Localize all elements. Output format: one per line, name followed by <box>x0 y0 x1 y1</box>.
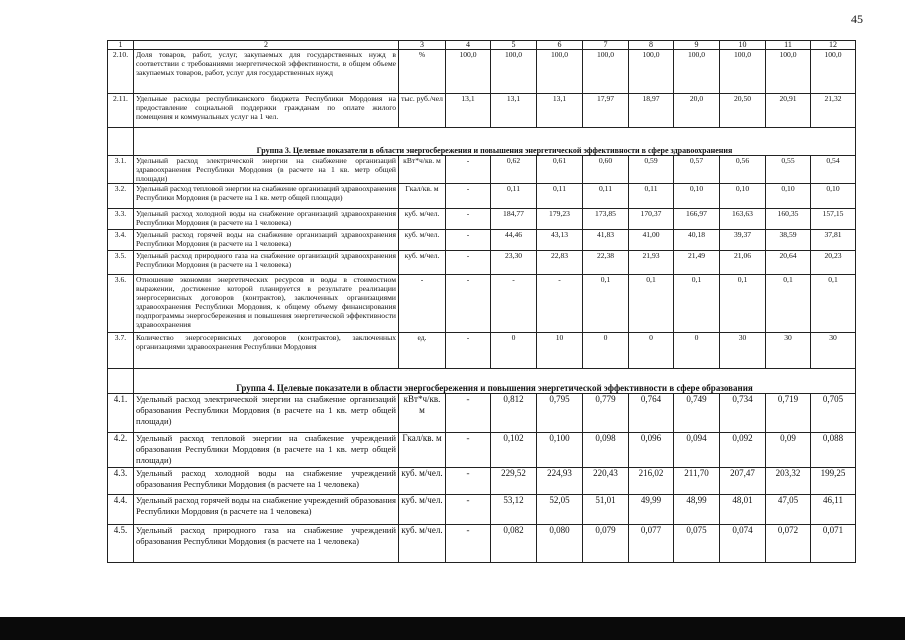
row-number: 3.7. <box>108 333 134 369</box>
row-value: 0,62 <box>491 156 537 184</box>
row-value: 0,1 <box>811 275 856 333</box>
row-value: 0,57 <box>674 156 720 184</box>
table-row <box>108 525 856 563</box>
row-description: Удельный расход тепловой энергии на снабжение организаций здравоохранения Республики Мордовия (в расчете на 1 кв. метр общей площади) <box>134 184 399 209</box>
row-description: Отношение экономии энергетических ресурсов и воды в стоимостном выражении, достижение которой планируется в результате реализации энергосервисных договоров (контрактов), заключенных организациями здравоохранения Республики Мордовия, к общему объему финансирования подпрограммы энергосбережения и повышения энергетической эффективности здравоохранения <box>134 275 399 333</box>
row-unit: кВт*ч/кв. м <box>399 156 446 184</box>
table-row <box>108 50 856 94</box>
row-number: 4.2. <box>108 433 134 468</box>
row-value: 38,59 <box>766 230 811 251</box>
row-value: 100,0 <box>766 50 811 94</box>
row-value: 0 <box>629 333 674 369</box>
row-value: 100,0 <box>491 50 537 94</box>
row-value: 184,77 <box>491 209 537 230</box>
row-value: 0,56 <box>720 156 766 184</box>
row-description: Удельный расход природного газа на снабжение учреждений образования Республики Мордовия (в расчете на 1 человека) <box>134 525 399 563</box>
row-value: 0,102 <box>491 433 537 468</box>
row-value: 0,077 <box>629 525 674 563</box>
row-value: 0,61 <box>537 156 583 184</box>
row-description: Удельный расход электрической энергии на снабжение организаций здравоохранения Республики Мордовия (в расчете на 1 кв. метр общей площади) <box>134 156 399 184</box>
row-value: 21,06 <box>720 251 766 275</box>
row-value: 224,93 <box>537 468 583 495</box>
row-unit: Гкал/кв. м <box>399 433 446 468</box>
row-description: Количество энергосервисных договоров (контрактов), заключенных организациями здравоохранения Республики Мордовия <box>134 333 399 369</box>
row-value: 13,1 <box>537 94 583 128</box>
row-number: 2.10. <box>108 50 134 94</box>
row-value: 100,0 <box>537 50 583 94</box>
row-value: 22,83 <box>537 251 583 275</box>
row-value: 48,01 <box>720 495 766 525</box>
row-value: - <box>446 433 491 468</box>
header-cell: 3 <box>399 41 446 50</box>
row-number: 3.1. <box>108 156 134 184</box>
row-value: 173,85 <box>583 209 629 230</box>
group-heading-spacer <box>108 128 134 156</box>
row-value: 22,38 <box>583 251 629 275</box>
row-value: 30 <box>720 333 766 369</box>
row-value: 23,30 <box>491 251 537 275</box>
row-number: 2.11. <box>108 94 134 128</box>
row-number: 4.3. <box>108 468 134 495</box>
row-value: 0,11 <box>629 184 674 209</box>
row-value: 207,47 <box>720 468 766 495</box>
row-value: 0,082 <box>491 525 537 563</box>
row-value: 0,60 <box>583 156 629 184</box>
row-value: 53,12 <box>491 495 537 525</box>
row-description: Удельный расход электрической энергии на снабжение организаций образования Республики Мордовия (в расчете на 1 кв. метр общей площади) <box>134 394 399 433</box>
row-value: 0,779 <box>583 394 629 433</box>
row-unit: тыс. руб./чел <box>399 94 446 128</box>
row-value: 0,54 <box>811 156 856 184</box>
row-value: 30 <box>766 333 811 369</box>
row-description: Доля товаров, работ, услуг, закупаемых для государственных нужд в соответствии с требованиями энергетической эффективности, в общем объеме закупаемых товаров, работ, услуг для государственных нужд <box>134 50 399 94</box>
row-value: 0,074 <box>720 525 766 563</box>
row-value: 0,079 <box>583 525 629 563</box>
row-unit: куб. м/чел. <box>399 230 446 251</box>
row-value: 0,094 <box>674 433 720 468</box>
row-value: - <box>446 275 491 333</box>
row-description: Удельные расходы республиканского бюджета Республики Мордовия на предоставление социальной поддержки гражданам по оплате жилого помещения и коммунальных услуг на 1 чел. <box>134 94 399 128</box>
row-number: 4.4. <box>108 495 134 525</box>
row-unit: % <box>399 50 446 94</box>
row-value: 37,81 <box>811 230 856 251</box>
table-row <box>108 251 856 275</box>
row-unit: куб. м/чел. <box>399 251 446 275</box>
header-cell: 8 <box>629 41 674 50</box>
table-row <box>108 275 856 333</box>
row-value: 30 <box>811 333 856 369</box>
row-value: 0,11 <box>583 184 629 209</box>
table-row <box>108 468 856 495</box>
row-value: 0,11 <box>537 184 583 209</box>
header-cell: 12 <box>811 41 856 50</box>
row-value: 0,10 <box>766 184 811 209</box>
row-value: 10 <box>537 333 583 369</box>
header-cell: 11 <box>766 41 811 50</box>
row-value: 0,1 <box>629 275 674 333</box>
row-value: 0,11 <box>491 184 537 209</box>
row-value: 20,50 <box>720 94 766 128</box>
row-description: Удельный расход тепловой энергии на снабжение учреждений образования Республики Мордовия (в расчете на 1 кв. метр общей площади) <box>134 433 399 468</box>
row-value: - <box>446 495 491 525</box>
group-heading-spacer <box>108 369 134 394</box>
row-value: 0,764 <box>629 394 674 433</box>
header-cell: 10 <box>720 41 766 50</box>
page-number: 45 <box>851 12 863 26</box>
row-value: - <box>446 230 491 251</box>
row-value: - <box>446 525 491 563</box>
row-value: 0,098 <box>583 433 629 468</box>
row-value: 40,18 <box>674 230 720 251</box>
row-value: 0,088 <box>811 433 856 468</box>
row-description: Удельный расход холодной воды на снабжение учреждений образования Республики Мордовия (в расчете на 1 человека) <box>134 468 399 495</box>
row-value: - <box>537 275 583 333</box>
row-value: 17,97 <box>583 94 629 128</box>
row-value: 179,23 <box>537 209 583 230</box>
row-value: 220,43 <box>583 468 629 495</box>
row-value: 0,812 <box>491 394 537 433</box>
row-value: 0,10 <box>674 184 720 209</box>
row-value: 100,0 <box>629 50 674 94</box>
row-description: Удельный расход горячей воды на снабжение организаций здравоохранения Республики Мордовия (в расчете на 1 человека) <box>134 230 399 251</box>
row-value: 20,23 <box>811 251 856 275</box>
row-value: 49,99 <box>629 495 674 525</box>
group-heading-row <box>108 128 856 156</box>
indicators-table <box>107 40 856 563</box>
row-unit: куб. м/чел. <box>399 209 446 230</box>
row-value: 0,096 <box>629 433 674 468</box>
row-number: 4.1. <box>108 394 134 433</box>
row-value: 43,13 <box>537 230 583 251</box>
row-value: 157,15 <box>811 209 856 230</box>
row-value: 0,55 <box>766 156 811 184</box>
row-value: 100,0 <box>811 50 856 94</box>
row-value: 0,080 <box>537 525 583 563</box>
row-value: 21,49 <box>674 251 720 275</box>
row-value: 0,092 <box>720 433 766 468</box>
row-value: 0,1 <box>720 275 766 333</box>
row-value: 47,05 <box>766 495 811 525</box>
row-value: 52,05 <box>537 495 583 525</box>
row-value: 0 <box>583 333 629 369</box>
row-number: 3.4. <box>108 230 134 251</box>
header-cell: 4 <box>446 41 491 50</box>
row-value: 0,1 <box>583 275 629 333</box>
row-value: 0 <box>491 333 537 369</box>
row-value: 21,32 <box>811 94 856 128</box>
row-value: - <box>446 184 491 209</box>
header-cell: 9 <box>674 41 720 50</box>
row-value: 21,93 <box>629 251 674 275</box>
row-value: 13,1 <box>491 94 537 128</box>
row-value: 46,11 <box>811 495 856 525</box>
row-value: 163,63 <box>720 209 766 230</box>
row-value: 100,0 <box>674 50 720 94</box>
table-row <box>108 230 856 251</box>
row-value: 216,02 <box>629 468 674 495</box>
row-number: 3.3. <box>108 209 134 230</box>
row-value: 39,37 <box>720 230 766 251</box>
row-unit: - <box>399 275 446 333</box>
row-value: - <box>446 156 491 184</box>
row-value: 0,59 <box>629 156 674 184</box>
row-value: 0,10 <box>720 184 766 209</box>
row-value: 0,10 <box>811 184 856 209</box>
row-value: - <box>446 209 491 230</box>
row-unit: куб. м/чел. <box>399 468 446 495</box>
row-value: 44,46 <box>491 230 537 251</box>
table-row <box>108 156 856 184</box>
row-value: - <box>446 468 491 495</box>
row-unit: Гкал/кв. м <box>399 184 446 209</box>
table-row <box>108 495 856 525</box>
row-value: 51,01 <box>583 495 629 525</box>
row-value: 41,00 <box>629 230 674 251</box>
row-number: 3.5. <box>108 251 134 275</box>
row-value: 20,0 <box>674 94 720 128</box>
row-value: 0,09 <box>766 433 811 468</box>
header-cell: 1 <box>108 41 134 50</box>
row-description: Удельный расход холодной воды на снабжение организаций здравоохранения Республики Мордовия (в расчете на 1 человека) <box>134 209 399 230</box>
row-value: 0,719 <box>766 394 811 433</box>
row-value: - <box>446 394 491 433</box>
group-title: Группа 3. Целевые показатели в области энергосбережения и повышения энергетической эффективности в сфере здравоохранения <box>134 128 856 156</box>
row-value: 100,0 <box>720 50 766 94</box>
row-description: Удельный расход природного газа на снабжение организаций здравоохранения Республики Мордовия (в расчете на 1 человека) <box>134 251 399 275</box>
row-value: 203,32 <box>766 468 811 495</box>
row-value: 229,52 <box>491 468 537 495</box>
row-value: - <box>446 333 491 369</box>
row-value: 41,83 <box>583 230 629 251</box>
row-value: 199,25 <box>811 468 856 495</box>
header-cell: 6 <box>537 41 583 50</box>
header-cell: 2 <box>134 41 399 50</box>
table-row <box>108 209 856 230</box>
row-value: 20,64 <box>766 251 811 275</box>
table-row <box>108 433 856 468</box>
header-row <box>108 41 856 50</box>
row-value: 100,0 <box>446 50 491 94</box>
row-value: - <box>446 251 491 275</box>
row-value: 20,91 <box>766 94 811 128</box>
row-number: 4.5. <box>108 525 134 563</box>
row-value: 160,35 <box>766 209 811 230</box>
scan-edge-bar <box>0 617 905 640</box>
row-unit: куб. м/чел. <box>399 495 446 525</box>
row-value: 0 <box>674 333 720 369</box>
row-number: 3.2. <box>108 184 134 209</box>
row-value: 18,97 <box>629 94 674 128</box>
row-unit: кВт*ч/кв. м <box>399 394 446 433</box>
row-unit: куб. м/чел. <box>399 525 446 563</box>
row-value: 170,37 <box>629 209 674 230</box>
row-value: 0,749 <box>674 394 720 433</box>
row-value: 48,99 <box>674 495 720 525</box>
row-value: 0,734 <box>720 394 766 433</box>
row-value: 0,1 <box>674 275 720 333</box>
table-row <box>108 333 856 369</box>
table-row <box>108 94 856 128</box>
group-heading-row <box>108 369 856 394</box>
row-number: 3.6. <box>108 275 134 333</box>
row-value: 0,795 <box>537 394 583 433</box>
row-value: 0,072 <box>766 525 811 563</box>
row-value: 166,97 <box>674 209 720 230</box>
table-row <box>108 184 856 209</box>
row-description: Удельный расход горячей воды на снабжение учреждений образования Республики Мордовия (в расчете на 1 человека) <box>134 495 399 525</box>
row-value: 0,075 <box>674 525 720 563</box>
group-title: Группа 4. Целевые показатели в области энергосбережения и повышения энергетической эффективности в сфере образования <box>134 369 856 394</box>
header-cell: 5 <box>491 41 537 50</box>
row-value: 100,0 <box>583 50 629 94</box>
row-value: 0,1 <box>766 275 811 333</box>
table-row <box>108 394 856 433</box>
row-value: 0,071 <box>811 525 856 563</box>
row-value: 13,1 <box>446 94 491 128</box>
row-value: 211,70 <box>674 468 720 495</box>
row-unit: ед. <box>399 333 446 369</box>
header-cell: 7 <box>583 41 629 50</box>
row-value: 0,705 <box>811 394 856 433</box>
row-value: 0,100 <box>537 433 583 468</box>
row-value: - <box>491 275 537 333</box>
